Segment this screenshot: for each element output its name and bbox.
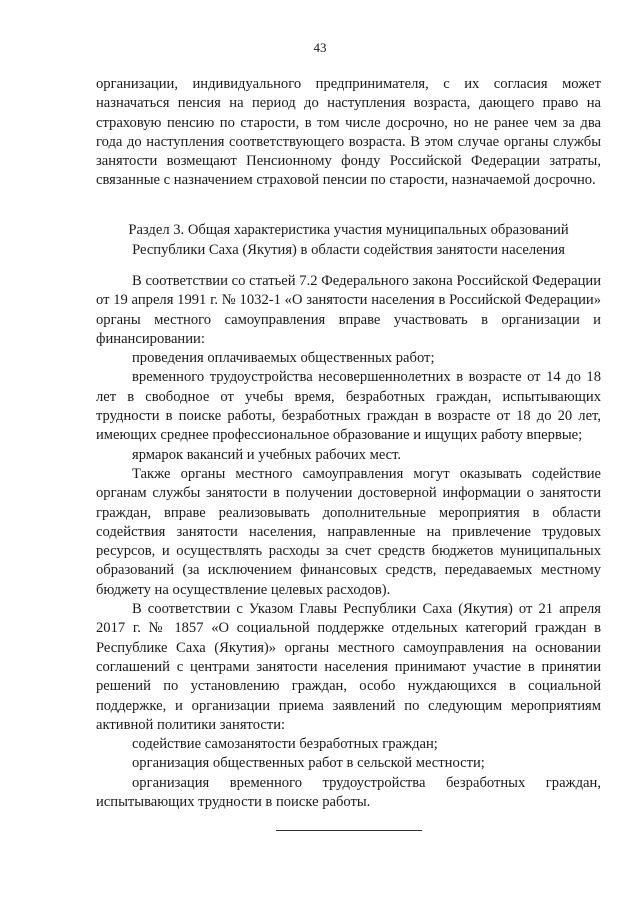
paragraph-decree-1857: В соответствии с Указом Главы Республики Саха (Якутия) от 21 апреля 2017 г. № 1857 «О социальной поддержке отдельных категорий граждан в Республике Саха (Якутия)» органы местного самоуправления на основании соглашений с центрами занятости населения принимают участие в принятии решений по установлению граждан, особо нуждающихся в социальной поддержке, и организации приема заявлений по следующим мероприятиям активной политики занятости:	[96, 601, 601, 733]
section-heading-line-1: Раздел 3. Общая характеристика участия муниципальных образований	[128, 222, 569, 238]
list-item: организация общественных работ в сельской местности;	[132, 755, 485, 772]
section-heading	[96, 221, 601, 260]
paragraph-law-1032: В соответствии со статьей 7.2 Федерального закона Российской Федерации от 19 апреля 1991 г. № 1032-1 «О занятости населения в Российской Федерации» органы местного самоуправления вправе участвовать в организации и финансировании:	[96, 273, 601, 347]
list-item: временного трудоустройства несовершеннолетних в возрасте от 14 до 18 лет в свободное от учебы время, безработных граждан, испытывающих трудности в поиске работы, безработных граждан в возрасте от 18 до 20 лет, имеющих среднее профессиональное образование и ищущих работу впервые;	[96, 369, 601, 444]
list-item: содействие самозанятости безработных граждан;	[132, 736, 438, 753]
section-body	[96, 272, 601, 812]
section-heading-line-2: Республики Саха (Якутия) в области содействия занятости населения	[132, 241, 565, 258]
list-item: ярмарок вакансий и учебных рабочих мест.	[132, 446, 402, 463]
list-item: организация временного трудоустройства безработных граждан, испытывающих трудности в поиске работы.	[96, 774, 601, 811]
paragraph-local-government: Также органы местного самоуправления могут оказывать содействие органам службы занятости в получении достоверной информации о занятости граждан, вправе реализовывать дополнительные мероприятия в области содействия занятости населения, направленные на привлечение трудовых ресурсов, и осуществлять расходы за счет средств бюджетов муниципальных образований (за исключением финансовых средств, передаваемых местному бюджету на осуществление целевых расходов).	[96, 465, 601, 598]
intro-paragraph-block	[96, 75, 601, 191]
footer-divider	[276, 830, 422, 831]
page-number: 43	[313, 40, 327, 55]
list-item: проведения оплачиваемых общественных работ;	[132, 350, 435, 367]
intro-paragraph: организации, индивидуального предпринимателя, с их согласия может назначаться пенсия на период до наступления возраста, дающего право на страховую пенсию по старости, в том числе досрочно, но не ранее чем за два года до наступления соответствующего возраста. В этом случае органы службы занятости возмещают Пенсионному фонду Российской Федерации затраты, связанные с назначением страховой пенсии по старости, назначаемой досрочно.	[96, 76, 601, 189]
